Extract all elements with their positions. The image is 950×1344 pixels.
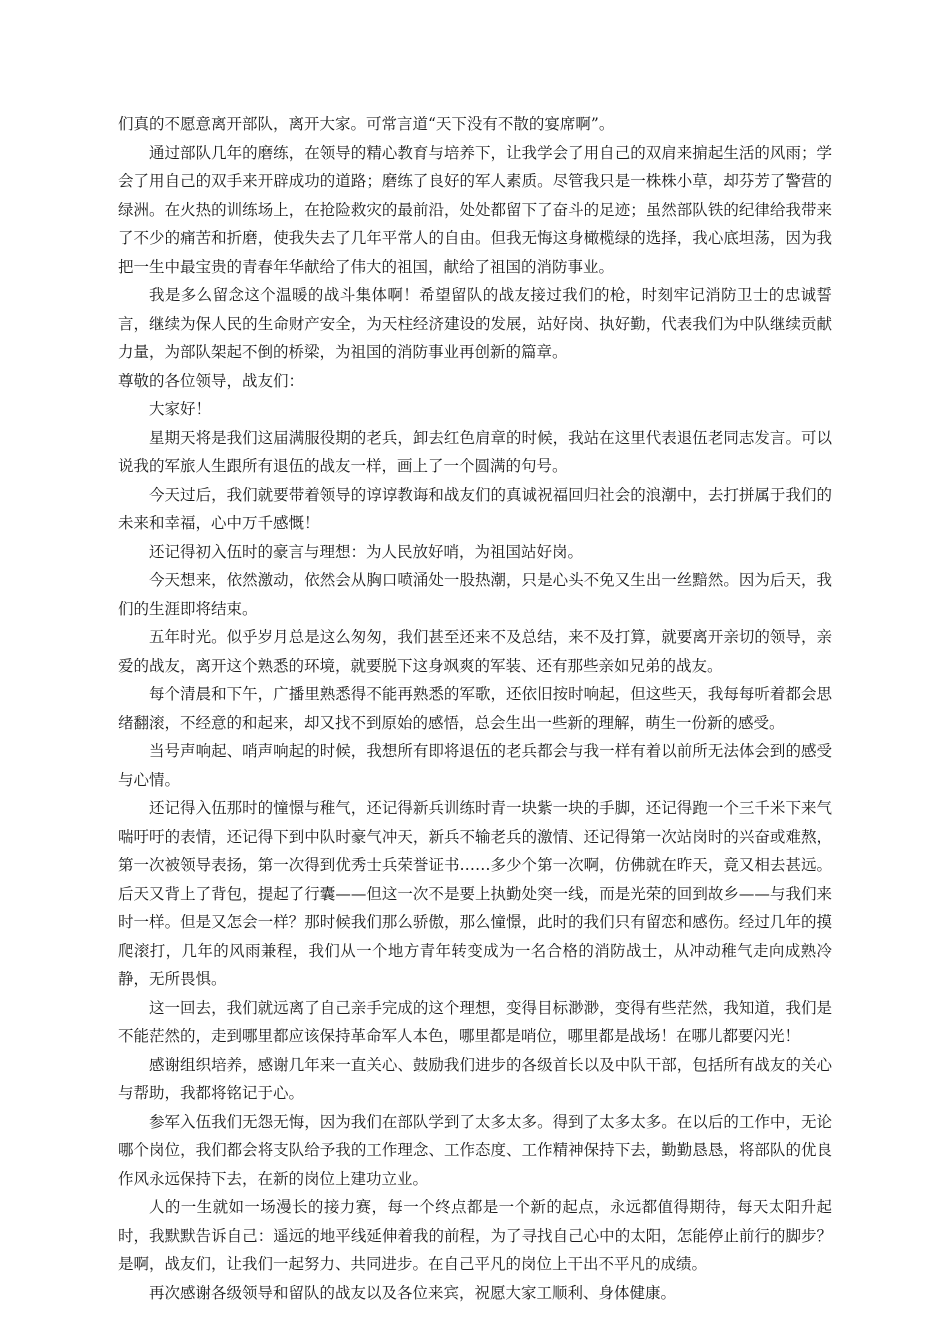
paragraph: 我是多么留念这个温暖的战斗集体啊！希望留队的战友接过我们的枪，时刻牢记消防卫士的忠诚誓言，继续为保人民的生命财产安全，为天柱经济建设的发展，站好岗、执好勤，代表我们为中队继续贡献力量，为部队架起不倒的桥梁，为祖国的消防事业再创新的篇章。 (118, 286, 832, 361)
paragraph: 这一回去，我们就远离了自己亲手完成的这个理想，变得目标渺渺，变得有些茫然，我知道，我们是不能茫然的，走到哪里都应该保持革命军人本色，哪里都是哨位，哪里都是战场！在哪儿都要闪光！ (118, 998, 832, 1045)
paragraph: 通过部队几年的磨练，在领导的精心教育与培养下，让我学会了用自己的双肩来掮起生活的风雨；学会了用自己的双手来开辟成功的道路；磨练了良好的军人素质。尽管我只是一株株小草，却芬芳了警营的绿洲。在火热的训练场上，在抢险救灾的最前沿，处处都留下了奋斗的足迹；虽然部队铁的纪律给我带来了不少的痛苦和折磨，使我失去了几年平常人的自由。但我无悔这身橄榄绿的选择，我心底坦荡，因为我把一生中最宝贵的青春年华献给了伟大的祖国，献给了祖国的消防事业。 (118, 143, 832, 276)
paragraph: 今天过后，我们就要带着领导的谆谆教诲和战友们的真诚祝福回归社会的浪潮中，去打拼属于我们的未来和幸福，心中万千感慨！ (118, 485, 832, 532)
paragraph: 当号声响起、哨声响起的时候，我想所有即将退伍的老兵都会与我一样有着以前所无法体会到的感受与心情。 (118, 742, 832, 789)
paragraph: 今天想来，依然激动，依然会从胸口喷涌处一股热潮，只是心头不免又生出一丝黯然。因为后天，我们的生涯即将结束。 (118, 571, 832, 618)
paragraph: 每个清晨和下午，广播里熟悉得不能再熟悉的军歌，还依旧按时响起，但这些天，我每每听着都会思绪翻滚，不经意的和起来，却又找不到原始的感悟，总会生出一些新的理解，萌生一份新的感受。 (118, 685, 832, 732)
salutation: 尊敬的各位领导，战友们： (118, 371, 305, 390)
paragraph: 们真的不愿意离开部队，离开大家。可常言道“天下没有不散的宴席啊”。 (118, 115, 615, 133)
paragraph: 还记得入伍那时的憧憬与稚气，还记得新兵训练时青一块紫一块的手脚，还记得跑一个三千米下来气喘吁吁的表情，还记得下到中队时豪气冲天，新兵不输老兵的激情、还记得第一次站岗时的兴奋或难熬，第一次被领导表扬，第一次得到优秀士兵荣誉证书……多少个第一次啊，仿佛就在昨天，竟又相去甚远。后天又背上了背包，提起了行囊——但这一次不是要上执勤处突一线，而是光荣的回到故乡——与我们来时一样。但是又怎会一样？那时候我们那么骄傲，那么憧憬，此时的我们只有留恋和感伤。经过几年的摸爬滚打，几年的风雨兼程，我们从一个地方青年转变成为一名合格的消防战士，从冲动稚气走向成熟冷静，无所畏惧。 (118, 799, 832, 988)
paragraph: 星期天将是我们这届满服役期的老兵，卸去红色肩章的时候，我站在这里代表退伍老同志发言。可以说我的军旅人生跟所有退伍的战友一样，画上了一个圆满的句号。 (118, 428, 832, 475)
closing-paragraph: 再次感谢各级领导和留队的战友以及各位来宾，祝愿大家工顺利、身体健康。 (149, 1283, 677, 1302)
paragraph: 五年时光。似乎岁月总是这么匆匆，我们甚至还来不及总结，来不及打算，就要离开亲切的领导，亲爱的战友，离开这个熟悉的环境，就要脱下这身飒爽的军装、还有那些亲如兄弟的战友。 (118, 628, 832, 675)
paragraph: 感谢组织培养，感谢几年来一直关心、鼓励我们进步的各级首长以及中队干部，包括所有战友的关心与帮助，我都将铭记于心。 (118, 1055, 832, 1102)
document-body (118, 110, 832, 1307)
paragraph: 参军入伍我们无怨无悔，因为我们在部队学到了太多太多。得到了太多太多。在以后的工作中，无论哪个岗位，我们都会将支队给予我的工作理念、工作态度、工作精神保持下去，勤勤恳恳，将部队的优良作风永远保持下去，在新的岗位上建功立业。 (118, 1112, 832, 1188)
paragraph: 还记得初入伍时的豪言与理想：为人民放好哨，为祖国站好岗。 (149, 542, 584, 561)
paragraph: 人的一生就如一场漫长的接力赛，每一个终点都是一个新的起点，永远都值得期待，每天太阳升起时，我默默告诉自己：遥远的地平线延伸着我的前程，为了寻找自己心中的太阳，怎能停止前行的脚步？是啊，战友们，让我们一起努力、共同进步。在自己平凡的岗位上干出不平凡的成绩。 (118, 1198, 832, 1273)
greeting: 大家好！ (149, 400, 212, 418)
